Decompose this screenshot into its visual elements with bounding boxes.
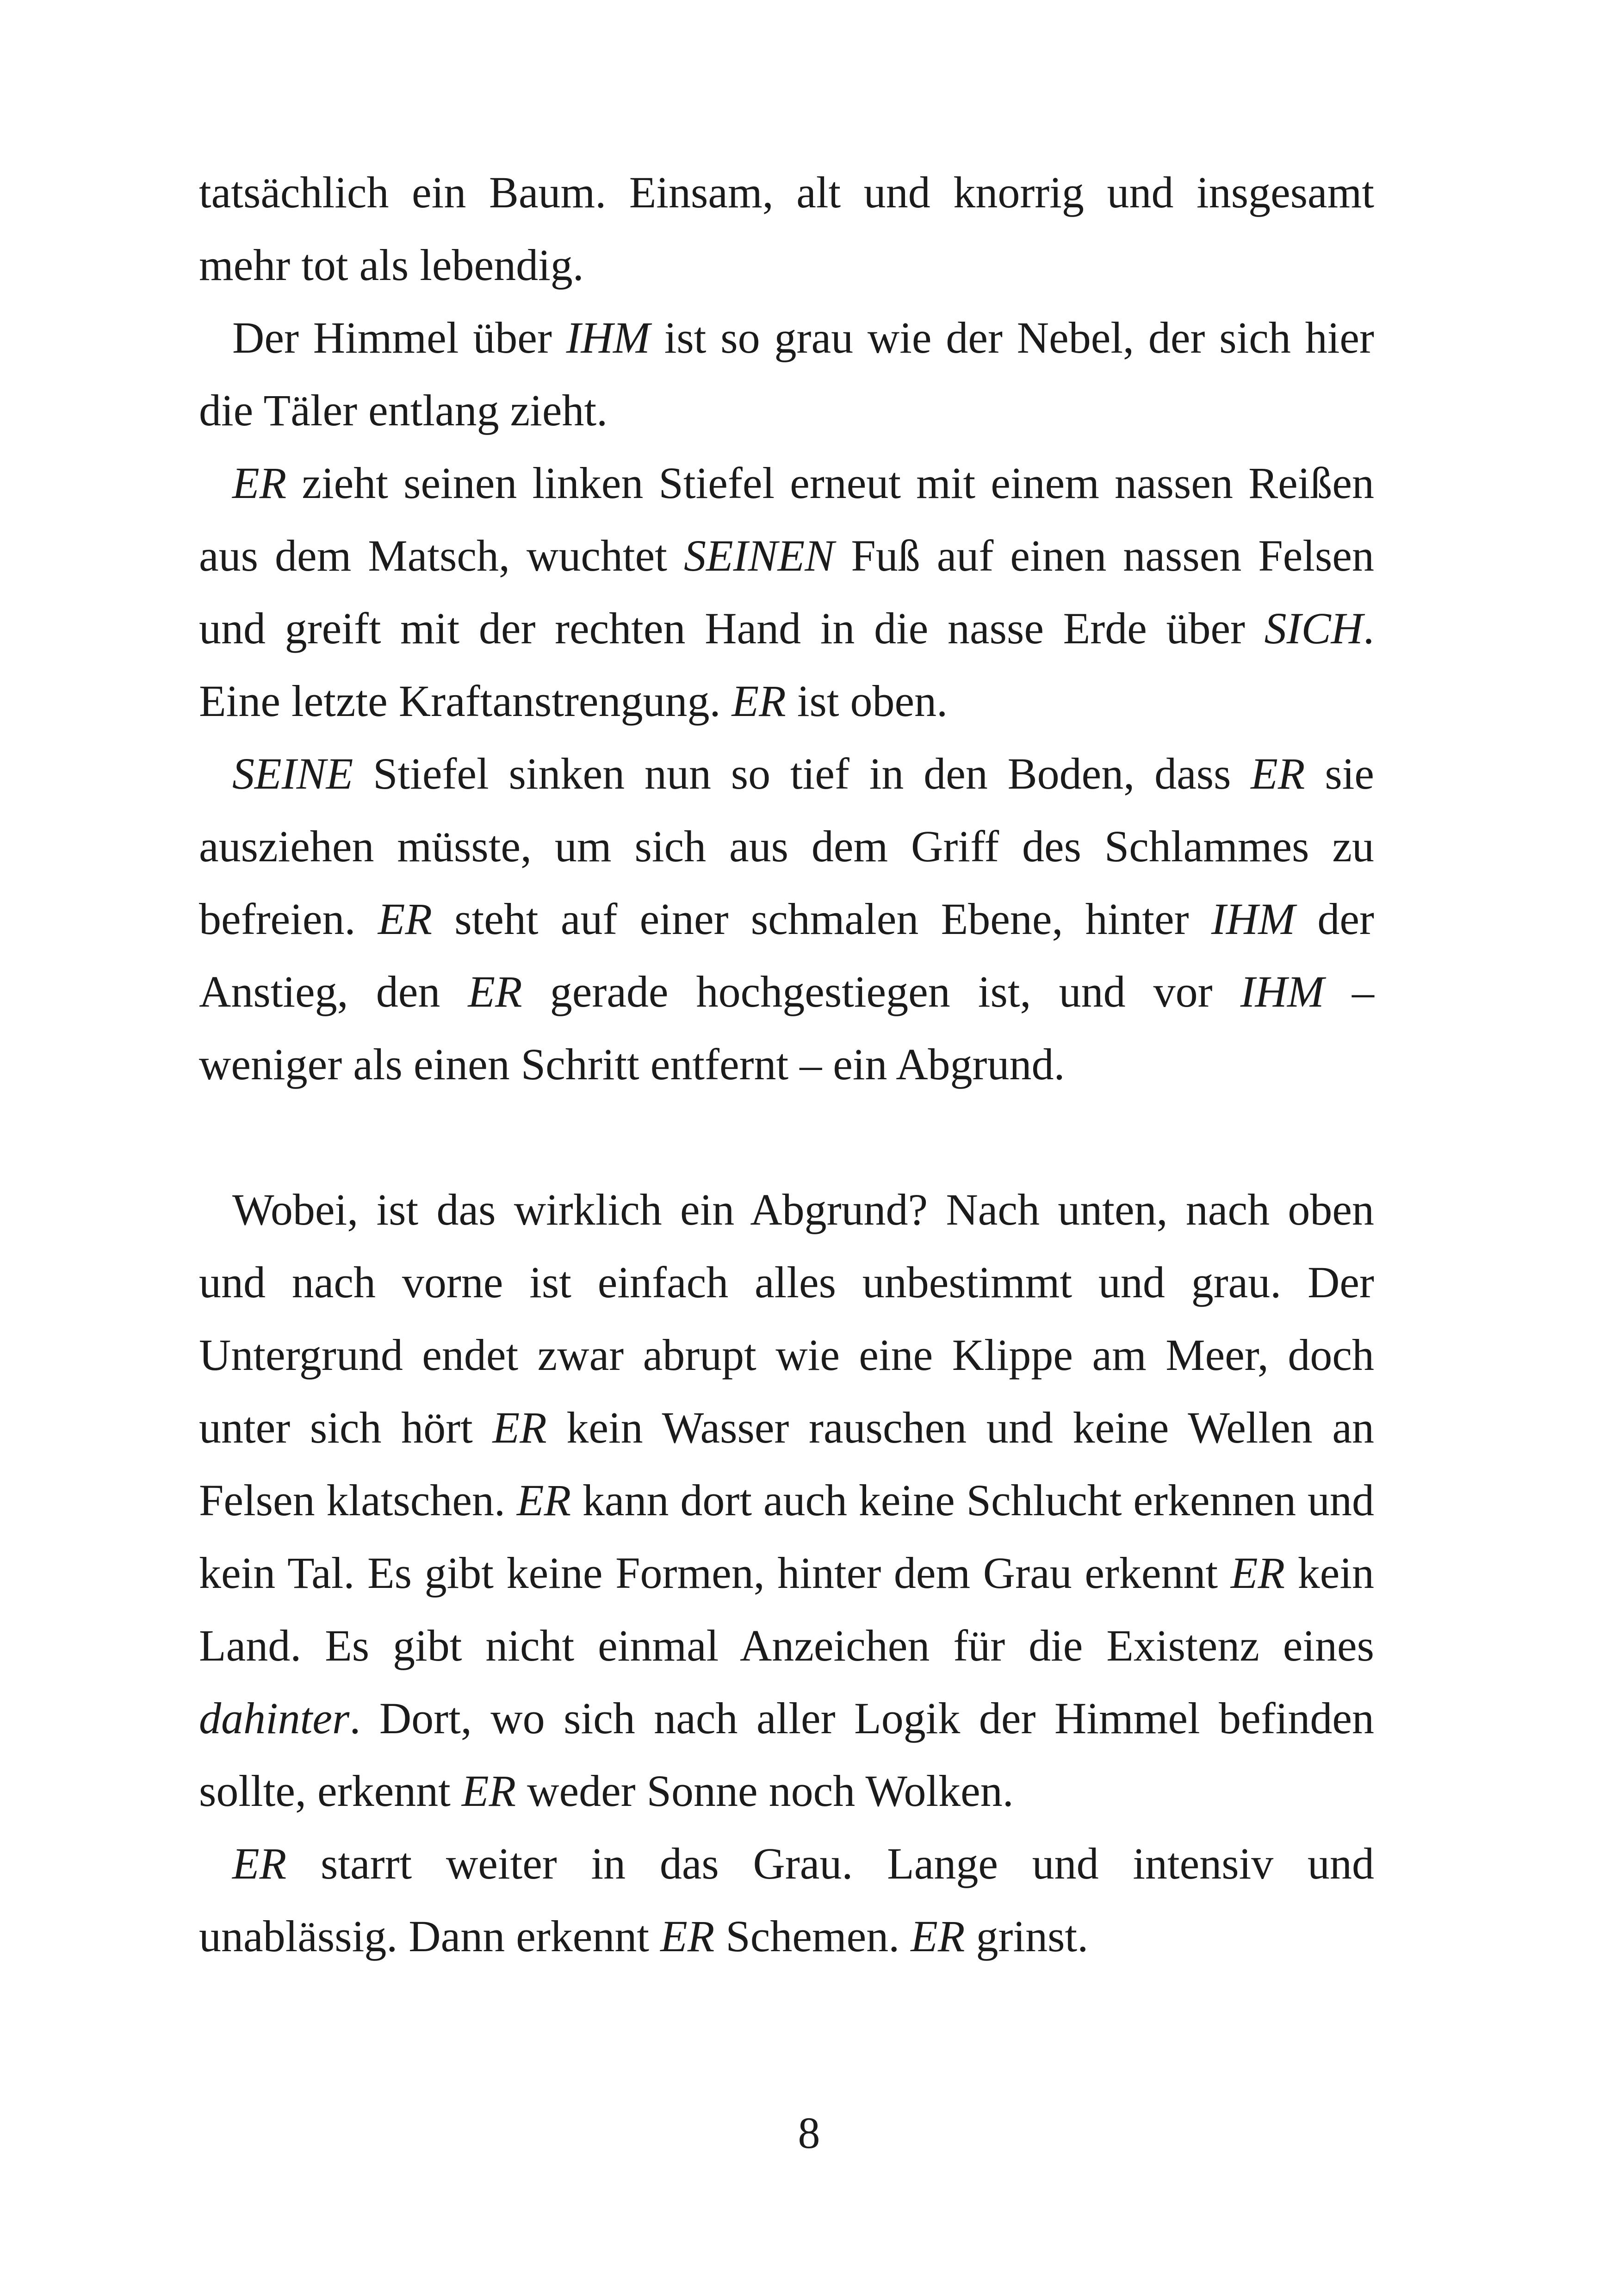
- paragraph-2: [199, 301, 1374, 447]
- text-run: ist oben.: [786, 676, 948, 726]
- emphasis-text: IHM: [1240, 967, 1324, 1016]
- text-run: – weniger als einen Schritt entfernt – ein Abgrund.: [199, 967, 1375, 1089]
- paragraph-1: [199, 156, 1374, 301]
- emphasis-text: ER: [1251, 749, 1305, 798]
- paragraph-3: [199, 447, 1374, 737]
- text-run: tatsächlich ein Baum. Einsam, alt und knorrig und insgesamt mehr tot als lebendig.: [199, 168, 1374, 290]
- text-run: sie ausziehen müsste, um sich aus dem Griff des Schlammes zu befreien.: [199, 749, 1375, 944]
- text-run: kann dort auch keine Schlucht erkennen und kein Tal. Es gibt keine Formen, hinter dem Grau erkennt: [199, 1475, 1375, 1598]
- emphasis-text: ER: [461, 1766, 516, 1816]
- text-run: . Dort, wo sich nach aller Logik der Himmel befinden sollte, erkennt: [199, 1693, 1374, 1816]
- paragraph-4: [199, 737, 1374, 1101]
- text-run: Schemen.: [714, 1911, 911, 1961]
- emphasis-text: ER: [232, 458, 287, 508]
- text-run: gerade hochgestiegen ist, und vor: [522, 967, 1240, 1016]
- text-run: Wobei, ist das wirklich ein Abgrund? Nach unten, nach oben und nach vorne ist einfach alles unbestimmt und grau. Der Untergrund endet zwar abrupt wie eine Klippe am Meer, doch unter sich hört: [199, 1185, 1374, 1452]
- emphasis-text: ER: [732, 676, 786, 726]
- emphasis-text: SEINEN: [683, 531, 835, 580]
- text-run: starrt weiter in das Grau. Lange und intensiv und unablässig. Dann erkennt: [199, 1839, 1374, 1961]
- paragraph-6: [199, 1827, 1374, 1972]
- emphasis-text: ER: [378, 894, 432, 944]
- text-run: der Anstieg, den: [199, 894, 1375, 1016]
- page-number: 8: [798, 2108, 820, 2158]
- emphasis-text: IHM: [1211, 894, 1296, 944]
- text-run: weder Sonne noch Wolken.: [516, 1766, 1014, 1816]
- emphasis-text: ER: [492, 1403, 547, 1452]
- text-run: . Eine letzte Kraftanstrengung.: [199, 604, 1374, 726]
- text-run: steht auf einer schmalen Ebene, hinter: [432, 894, 1211, 944]
- text-run: kein Wasser rauschen und keine Wellen an Felsen klatschen.: [199, 1403, 1374, 1525]
- text-run: ist so grau wie der Nebel, der sich hier die Täler entlang zieht.: [199, 313, 1375, 435]
- emphasis-text: ER: [468, 967, 522, 1016]
- text-run: Fuß auf einen nassen Felsen und greift mit der rechten Hand in die nasse Erde über: [199, 531, 1375, 653]
- emphasis-text: ER: [660, 1911, 715, 1961]
- body-text: [199, 156, 1374, 1972]
- emphasis-text: ER: [911, 1911, 965, 1961]
- emphasis-text: ER: [516, 1475, 571, 1525]
- emphasis-text: ER: [1230, 1548, 1285, 1598]
- text-run: Stiefel sinken nun so tief in den Boden, dass: [353, 749, 1251, 798]
- text-run: kein Land. Es gibt nicht einmal Anzeichen für die Existenz eines: [199, 1548, 1375, 1670]
- emphasis-text: dahinter: [199, 1693, 350, 1743]
- text-run: Der Himmel über: [232, 313, 566, 362]
- paragraph-5: [199, 1173, 1374, 1827]
- emphasis-text: IHM: [566, 313, 650, 362]
- emphasis-text: SICH: [1264, 604, 1363, 653]
- emphasis-text: SEINE: [232, 749, 353, 798]
- text-run: zieht seinen linken Stiefel erneut mit einem nassen Reißen aus dem Matsch, wuchtet: [199, 458, 1374, 580]
- emphasis-text: ER: [232, 1839, 287, 1888]
- text-run: grinst.: [965, 1911, 1089, 1961]
